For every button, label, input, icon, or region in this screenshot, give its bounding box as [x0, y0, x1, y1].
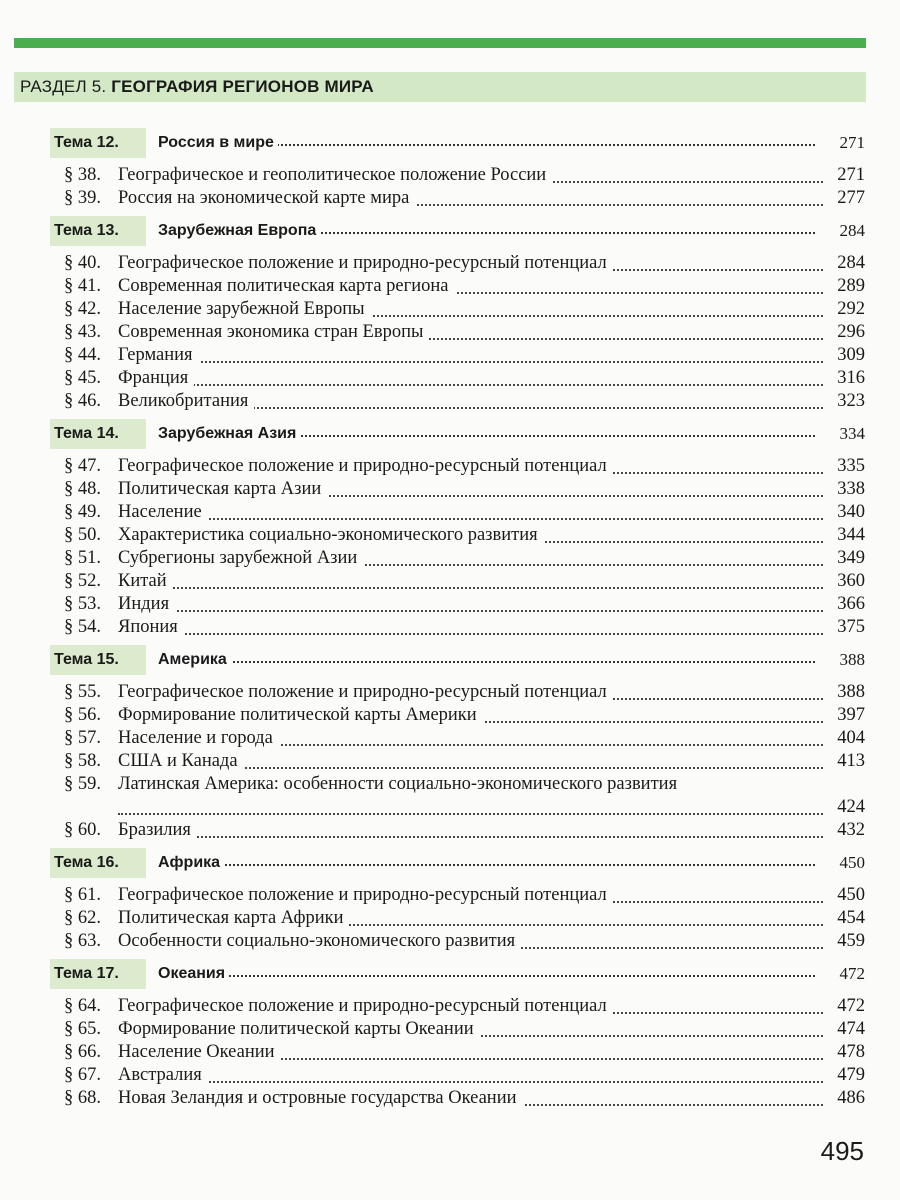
paragraph-title: Современная политическая карта региона [118, 275, 455, 298]
toc-entry[interactable] [64, 727, 865, 750]
paragraph-number: § 59. [64, 774, 101, 794]
toc-entry[interactable] [64, 321, 865, 344]
top-accent-bar [14, 38, 866, 48]
paragraph-page: 388 [831, 681, 865, 704]
paragraph-title: Географическое положение и природно-ресурсный потенциал [118, 681, 613, 704]
paragraph-number: § 61. [64, 885, 101, 905]
paragraph-number: § 65. [64, 1019, 101, 1039]
paragraph-page: 349 [831, 547, 865, 570]
theme-row[interactable] [50, 848, 865, 878]
paragraph-number: § 56. [64, 705, 101, 725]
paragraph-title: Япония [118, 616, 184, 639]
toc-entry[interactable] [64, 1087, 865, 1110]
paragraph-title: Географическое положение и природно-ресурсный потенциал [118, 884, 613, 907]
paragraph-page: 375 [831, 616, 865, 639]
paragraph-page: 397 [831, 704, 865, 727]
theme-page: 450 [836, 848, 866, 878]
paragraph-page: 296 [831, 321, 865, 344]
paragraph-title: США и Канада [118, 750, 244, 773]
paragraph-title: Формирование политической карты Америки [118, 704, 483, 727]
toc-entry[interactable] [64, 478, 865, 501]
toc-entry[interactable] [64, 275, 865, 298]
paragraph-title: Географическое положение и природно-ресурсный потенциал [118, 995, 613, 1018]
toc-entry[interactable] [64, 570, 865, 593]
toc-entry[interactable] [64, 1041, 865, 1064]
paragraph-title: Географическое и геополитическое положение России [118, 164, 552, 187]
paragraph-page: 340 [831, 501, 865, 524]
paragraph-title: Китай [118, 570, 173, 593]
paragraph-number: § 40. [64, 253, 101, 273]
theme-page: 271 [836, 128, 866, 158]
paragraph-title: Формирование политической карты Океании [118, 1018, 480, 1041]
paragraph-page: 309 [831, 344, 865, 367]
paragraph-number: § 53. [64, 594, 101, 614]
paragraph-number: § 60. [64, 820, 101, 840]
paragraph-number: § 41. [64, 276, 101, 296]
toc-entry[interactable] [64, 750, 865, 773]
paragraph-number: § 63. [64, 931, 101, 951]
theme-row[interactable] [50, 128, 865, 158]
paragraph-number: § 68. [64, 1088, 101, 1108]
section-title: ГЕОГРАФИЯ РЕГИОНОВ МИРА [111, 77, 374, 96]
paragraph-title: Великобритания [118, 390, 254, 413]
paragraph-page: 478 [831, 1041, 865, 1064]
theme-page: 334 [836, 419, 866, 449]
toc-entry[interactable] [64, 501, 865, 524]
paragraph-number: § 66. [64, 1042, 101, 1062]
toc-entry[interactable] [64, 455, 865, 478]
paragraph-title: Бразилия [118, 819, 197, 842]
theme-page: 284 [836, 216, 866, 246]
paragraph-page: 323 [831, 390, 865, 413]
toc-entry[interactable] [64, 547, 865, 570]
paragraph-page: 459 [831, 930, 865, 953]
paragraph-page: 292 [831, 298, 865, 321]
paragraph-page: 271 [831, 164, 865, 187]
paragraph-title: Политическая карта Азии [118, 478, 327, 501]
paragraph-number: § 44. [64, 345, 101, 365]
theme-label: Тема 12. [50, 128, 146, 158]
paragraph-number: § 51. [64, 548, 101, 568]
paragraph-page: 413 [831, 750, 865, 773]
section-header [14, 72, 866, 102]
theme-label: Тема 15. [50, 645, 146, 675]
theme-row[interactable] [50, 216, 865, 246]
spacer [50, 1110, 865, 1116]
paragraph-title: Характеристика социально-экономического развития [118, 524, 544, 547]
toc-entry[interactable] [64, 819, 865, 842]
theme-page: 388 [836, 645, 866, 675]
dot-leader [118, 1081, 823, 1083]
dot-leader [158, 661, 815, 663]
toc-entry[interactable] [64, 907, 865, 930]
theme-page: 472 [836, 959, 866, 989]
paragraph-number: § 47. [64, 456, 101, 476]
toc-entry[interactable] [64, 704, 865, 727]
paragraph-page: 360 [831, 570, 865, 593]
theme-title: Африка [158, 848, 224, 878]
theme-title: Зарубежная Азия [158, 419, 300, 449]
toc-entry[interactable] [64, 593, 865, 616]
paragraph-number: § 45. [64, 368, 101, 388]
theme-label: Тема 16. [50, 848, 146, 878]
theme-label: Тема 17. [50, 959, 146, 989]
section-prefix: РАЗДЕЛ 5. [20, 77, 107, 96]
paragraph-number: § 49. [64, 502, 101, 522]
dot-leader [158, 975, 815, 977]
paragraph-title: Особенности социально-экономического развития [118, 930, 521, 953]
paragraph-page: 335 [831, 455, 865, 478]
theme-title: Океания [158, 959, 229, 989]
toc-entry[interactable] [64, 367, 865, 390]
paragraph-page: 277 [831, 187, 865, 210]
dot-leader [118, 836, 823, 838]
paragraph-number: § 64. [64, 996, 101, 1016]
paragraph-title: Политическая карта Африки [118, 907, 349, 930]
theme-row[interactable] [50, 419, 865, 449]
paragraph-title: Австралия [118, 1064, 208, 1087]
paragraph-title: Субрегионы зарубежной Азии [118, 547, 363, 570]
paragraph-number: § 39. [64, 188, 101, 208]
dot-leader [118, 518, 823, 520]
paragraph-page: 450 [831, 884, 865, 907]
paragraph-page: 432 [831, 819, 865, 842]
toc-entry[interactable] [64, 995, 865, 1018]
toc-entry[interactable] [64, 773, 865, 819]
paragraph-number: § 55. [64, 682, 101, 702]
dot-leader [118, 610, 823, 612]
toc-entry[interactable] [64, 1064, 865, 1087]
dot-leader [118, 384, 823, 386]
paragraph-title: Географическое положение и природно-ресурсный потенциал [118, 455, 613, 478]
toc-entry[interactable] [64, 344, 865, 367]
paragraph-title: Германия [118, 344, 199, 367]
paragraph-title: Население Океании [118, 1041, 281, 1064]
paragraph-page: 479 [831, 1064, 865, 1087]
theme-title: Зарубежная Европа [158, 216, 320, 246]
toc-entry[interactable] [64, 884, 865, 907]
paragraph-page: 454 [831, 907, 865, 930]
table-of-contents [50, 128, 865, 1116]
paragraph-title: Современная экономика стран Европы [118, 321, 429, 344]
dot-leader [118, 361, 823, 363]
paragraph-page: 474 [831, 1018, 865, 1041]
paragraph-number: § 46. [64, 391, 101, 411]
paragraph-number: § 67. [64, 1065, 101, 1085]
paragraph-title: Латинская Америка: особенности социально-экономического развития [118, 773, 744, 796]
paragraph-title: Население [118, 501, 208, 524]
paragraph-page: 316 [831, 367, 865, 390]
toc-entry[interactable] [64, 187, 865, 210]
dot-leader [118, 633, 823, 635]
dot-leader [158, 864, 815, 866]
toc-entry[interactable] [64, 298, 865, 321]
paragraph-page: 404 [831, 727, 865, 750]
paragraph-number: § 62. [64, 908, 101, 928]
paragraph-title: Географическое положение и природно-ресурсный потенциал [118, 252, 613, 275]
paragraph-title: Индия [118, 593, 175, 616]
toc-entry[interactable] [64, 1018, 865, 1041]
paragraph-page: 366 [831, 593, 865, 616]
paragraph-page: 284 [831, 252, 865, 275]
toc-entry[interactable] [64, 164, 865, 187]
paragraph-page: 424 [831, 796, 865, 819]
toc-entry[interactable] [64, 681, 865, 704]
theme-title: Америка [158, 645, 231, 675]
paragraph-title: Новая Зеландия и островные государства Океании [118, 1087, 523, 1110]
paragraph-title: Россия на экономической карте мира [118, 187, 415, 210]
paragraph-number: § 38. [64, 165, 101, 185]
toc-entry[interactable] [64, 252, 865, 275]
dot-leader [118, 813, 823, 815]
theme-label: Тема 14. [50, 419, 146, 449]
paragraph-number: § 43. [64, 322, 101, 342]
toc-entry[interactable] [64, 616, 865, 639]
paragraph-number: § 54. [64, 617, 101, 637]
page-number: 495 [820, 1136, 864, 1166]
toc-entry[interactable] [64, 930, 865, 953]
theme-row[interactable] [50, 645, 865, 675]
paragraph-page: 338 [831, 478, 865, 501]
paragraph-page: 472 [831, 995, 865, 1018]
paragraph-page: 289 [831, 275, 865, 298]
paragraph-number: § 48. [64, 479, 101, 499]
paragraph-title: Население зарубежной Европы [118, 298, 371, 321]
paragraph-number: § 58. [64, 751, 101, 771]
paragraph-page: 486 [831, 1087, 865, 1110]
theme-label: Тема 13. [50, 216, 146, 246]
paragraph-number: § 52. [64, 571, 101, 591]
paragraph-number: § 57. [64, 728, 101, 748]
paragraph-number: § 42. [64, 299, 101, 319]
paragraph-number: § 50. [64, 525, 101, 545]
dot-leader [118, 587, 823, 589]
toc-entry[interactable] [64, 524, 865, 547]
paragraph-title: Население и города [118, 727, 279, 750]
theme-row[interactable] [50, 959, 865, 989]
paragraph-page: 344 [831, 524, 865, 547]
theme-title: Россия в мире [158, 128, 278, 158]
paragraph-title: Франция [118, 367, 194, 390]
toc-entry[interactable] [64, 390, 865, 413]
